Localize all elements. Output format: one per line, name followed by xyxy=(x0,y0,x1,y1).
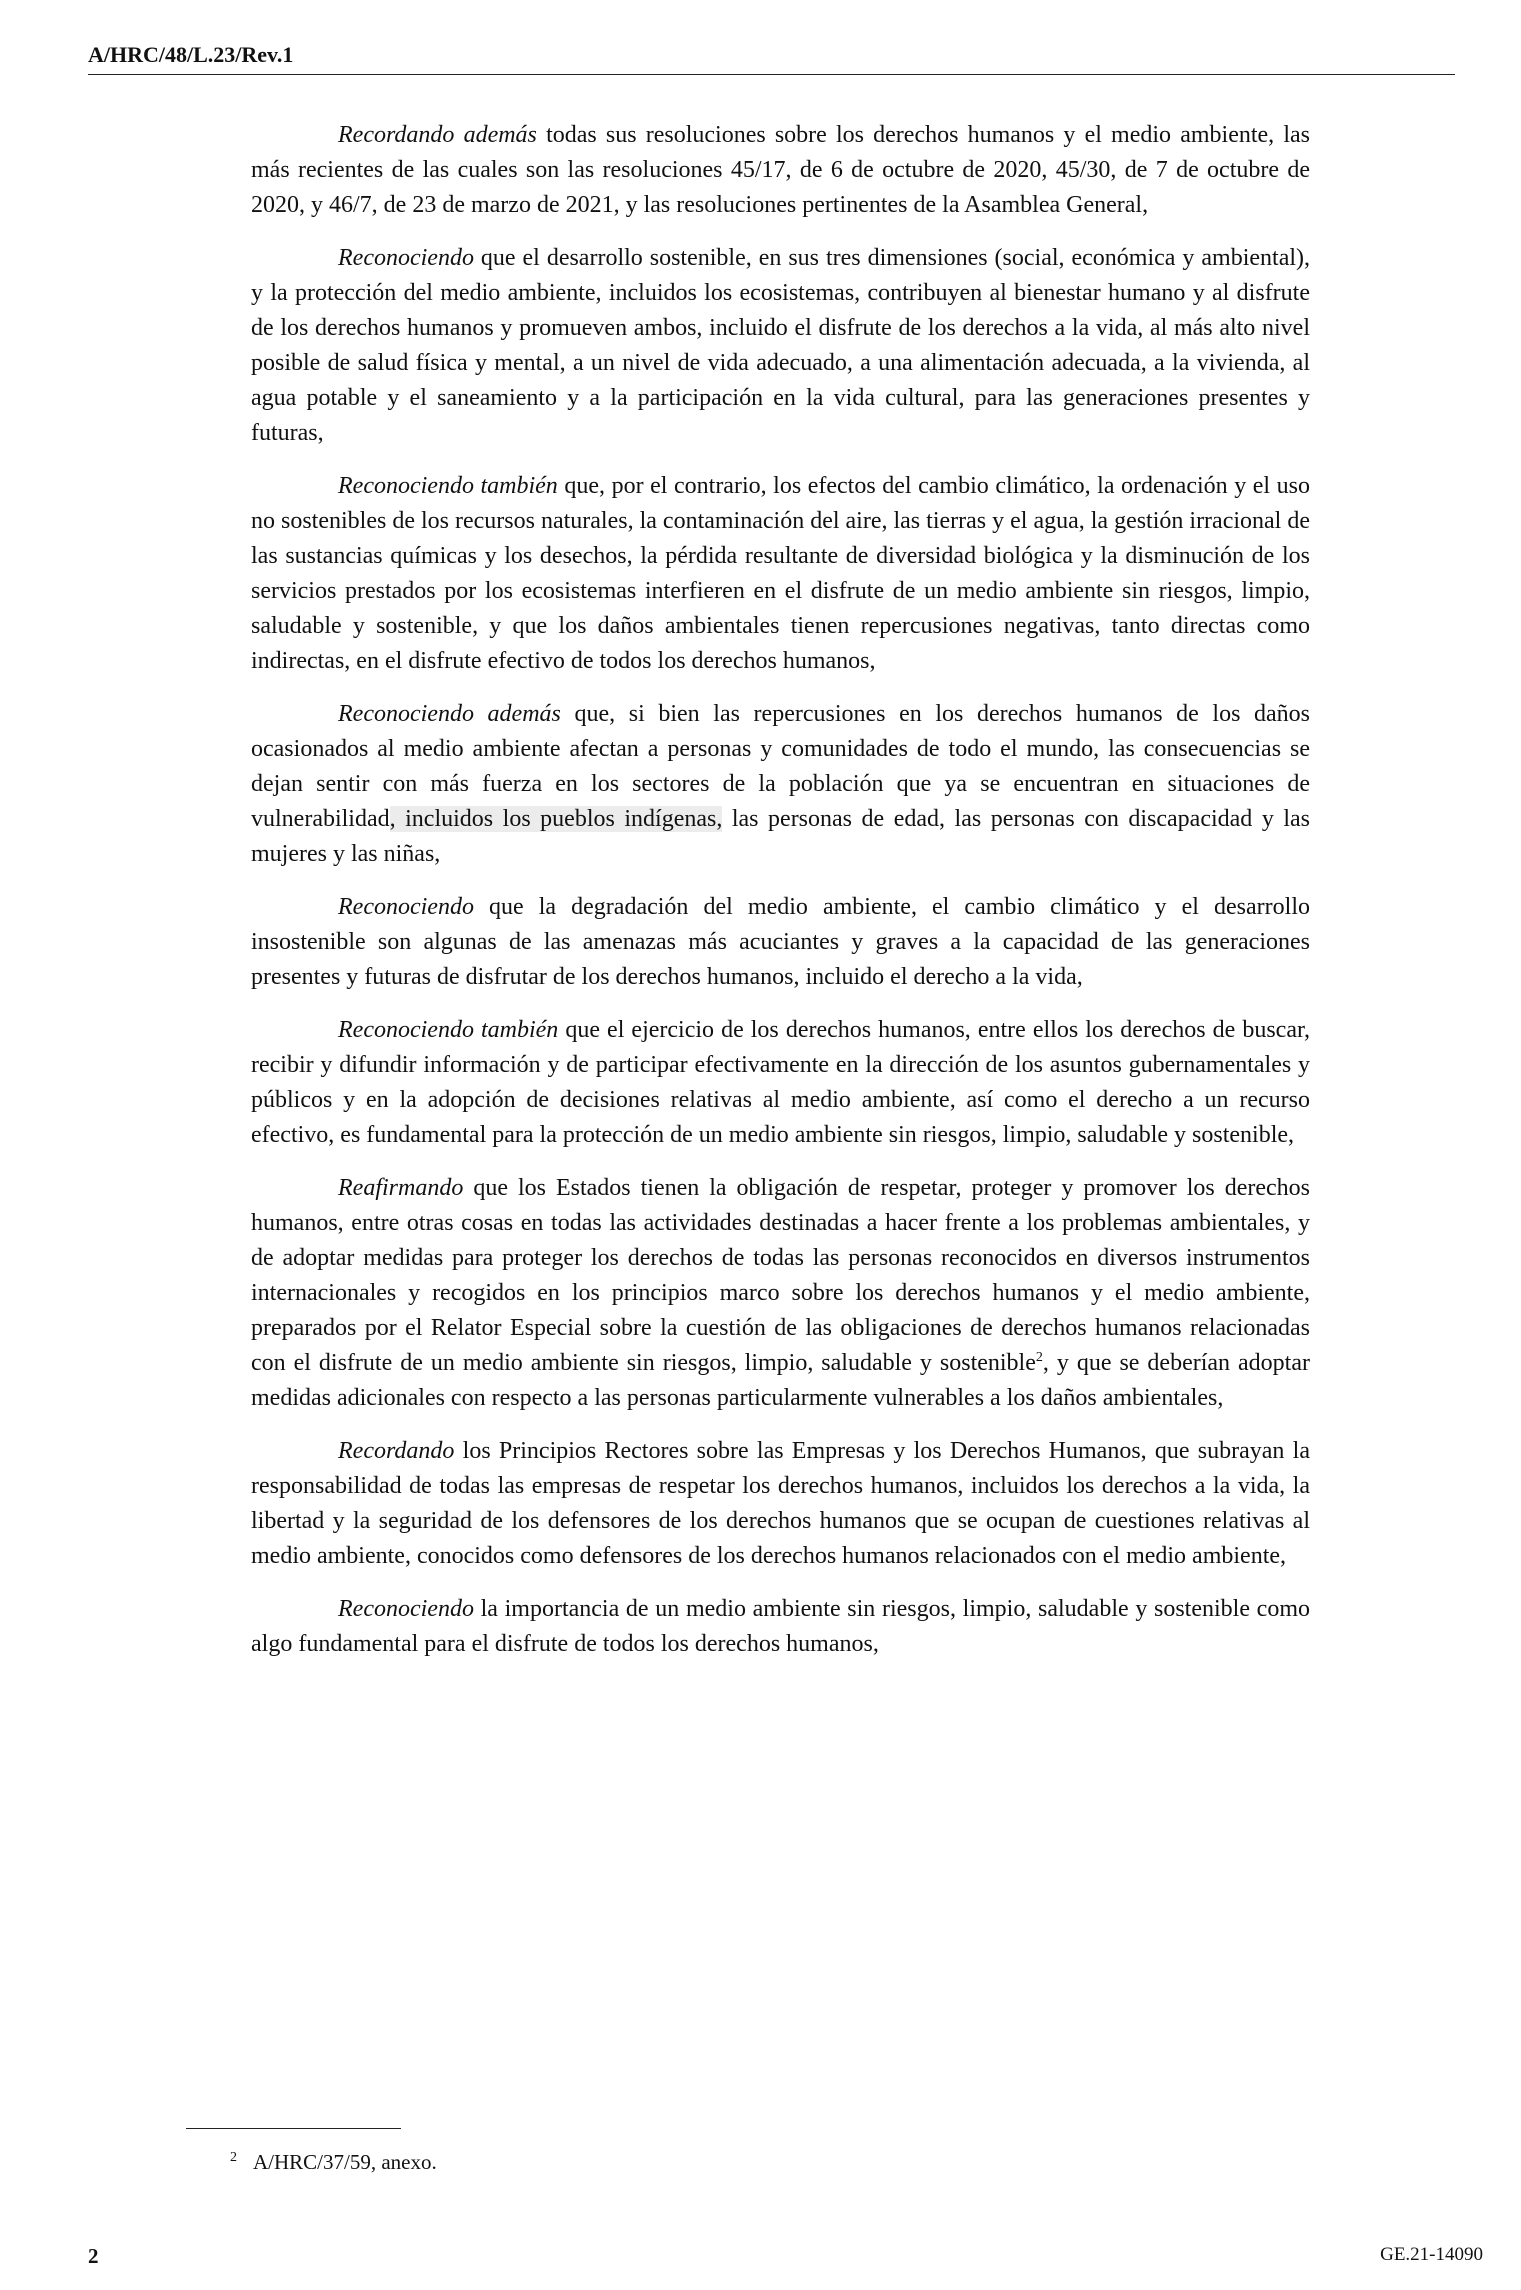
footnote-text: A/HRC/37/59, anexo. xyxy=(253,2150,437,2174)
footnote-reference[interactable]: 2 xyxy=(1035,1350,1043,1365)
paragraph-lead: Reconociendo también xyxy=(338,473,558,499)
paragraph-7 xyxy=(251,1171,1310,1416)
page-number: 2 xyxy=(88,2244,99,2268)
paragraph-5 xyxy=(251,890,1310,995)
footnote-divider xyxy=(186,2128,401,2129)
paragraph-text: que la degradación del medio ambiente, el cambio climático y el desarrollo insostenible son algunas de las amenazas más acuciantes y graves a la capacidad de las generaciones presentes y futuras de disfrutar de los derechos humanos, incluido el derecho a la vida, xyxy=(251,894,1310,990)
page-header xyxy=(88,34,1455,75)
paragraph-8 xyxy=(251,1434,1310,1574)
paragraph-text: la importancia de un medio ambiente sin riesgos, limpio, saludable y sostenible como algo fundamental para el disfrute de todos los derechos humanos, xyxy=(251,1596,1310,1657)
paragraph-lead: Reconociendo xyxy=(338,1596,474,1622)
document-body xyxy=(251,118,1310,1680)
paragraph-text: las personas de edad, las personas con discapacidad y las mujeres y las niñas, xyxy=(251,806,1310,867)
footnote-number: 2 xyxy=(230,2150,237,2165)
paragraph-lead: Recordando además xyxy=(338,122,537,148)
paragraph-lead: Recordando xyxy=(338,1438,455,1464)
paragraph-text: los Principios Rectores sobre las Empresas y los Derechos Humanos, que subrayan la responsabilidad de todas las empresas de respetar los derechos humanos, incluidos los derechos a la vida, la libertad y la seguridad de los defensores de los derechos humanos que se ocupan de cuestiones relativas al medio ambiente, conocidos como defensores de los derechos humanos relacionados con el medio ambiente, xyxy=(251,1438,1310,1569)
footnote xyxy=(230,2150,437,2175)
paragraph-9 xyxy=(251,1592,1310,1662)
paragraph-text: , y que se deberían adoptar medidas adicionales con respecto a las personas particularmente vulnerables a los daños ambientales, xyxy=(251,1350,1310,1411)
paragraph-lead: Reconociendo además xyxy=(338,701,561,727)
job-number: GE.21-14090 xyxy=(1380,2244,1483,2265)
paragraph-text: todas sus resoluciones sobre los derechos humanos y el medio ambiente, las más recientes de las cuales son las resoluciones 45/17, de 6 de octubre de 2020, 45/30, de 7 de octubre de 2020, y 46/7, de 23 de marzo de 2021, y las resoluciones pertinentes de la Asamblea General, xyxy=(251,122,1310,218)
paragraph-text: que, por el contrario, los efectos del cambio climático, la ordenación y el uso no sostenibles de los recursos naturales, la contaminación del aire, las tierras y el agua, la gestión irracional de las sustancias químicas y los desechos, la pérdida resultante de diversidad biológica y la disminución de los servicios prestados por los ecosistemas interfieren en el disfrute de un medio ambiente sin riesgos, limpio, saludable y sostenible, y que los daños ambientales tienen repercusiones negativas, tanto directas como indirectas, en el disfrute efectivo de todos los derechos humanos, xyxy=(251,473,1310,674)
paragraph-lead: Reconociendo xyxy=(338,245,474,271)
paragraph-lead: Reafirmando xyxy=(338,1175,464,1201)
paragraph-1 xyxy=(251,118,1310,223)
paragraph-text: que el ejercicio de los derechos humanos, entre ellos los derechos de buscar, recibir y difundir información y de participar efectivamente en la dirección de los asuntos gubernamentales y públicos y en la adopción de decisiones relativas al medio ambiente, así como el derecho a un recurso efectivo, es fundamental para la protección de un medio ambiente sin riesgos, limpio, saludable y sostenible, xyxy=(251,1017,1310,1148)
paragraph-6 xyxy=(251,1013,1310,1153)
document-symbol: A/HRC/48/L.23/Rev.1 xyxy=(88,42,294,67)
paragraph-2 xyxy=(251,241,1310,451)
paragraph-lead: Reconociendo también xyxy=(338,1017,559,1043)
paragraph-text: que los Estados tienen la obligación de respetar, proteger y promover los derechos humanos, entre otras cosas en todas las actividades destinadas a hacer frente a los problemas ambientales, y de adoptar medidas para proteger los derechos de todas las personas reconocidos en diversos instrumentos internacionales y recogidos en los principios marco sobre los derechos humanos y el medio ambiente, preparados por el Relator Especial sobre la cuestión de las obligaciones de derechos humanos relacionadas con el disfrute de un medio ambiente sin riesgos, limpio, saludable y sostenible xyxy=(251,1175,1310,1376)
paragraph-4 xyxy=(251,697,1310,872)
paragraph-lead: Reconociendo xyxy=(338,894,474,920)
paragraph-text: que, si bien las repercusiones en los derechos humanos de los daños ocasionados al medio ambiente afectan a personas y comunidades de todo el mundo, las consecuencias se dejan sentir con más fuerza en los sectores de la población que ya se encuentran en situaciones de vulnerabilidad xyxy=(251,701,1311,832)
paragraph-3 xyxy=(251,469,1310,679)
paragraph-text: que el desarrollo sostenible, en sus tres dimensiones (social, económica y ambiental), y la protección del medio ambiente, incluidos los ecosistemas, contribuyen al bienestar humano y al disfrute de los derechos humanos y promueven ambos, incluido el disfrute de los derechos a la vida, al más alto nivel posible de salud física y mental, a un nivel de vida adecuado, a una alimentación adecuada, a la vivienda, al agua potable y el saneamiento y a la participación en la vida cultural, para las generaciones presentes y futuras, xyxy=(251,245,1310,446)
highlighted-text: , incluidos los pueblos indígenas, xyxy=(389,806,723,832)
